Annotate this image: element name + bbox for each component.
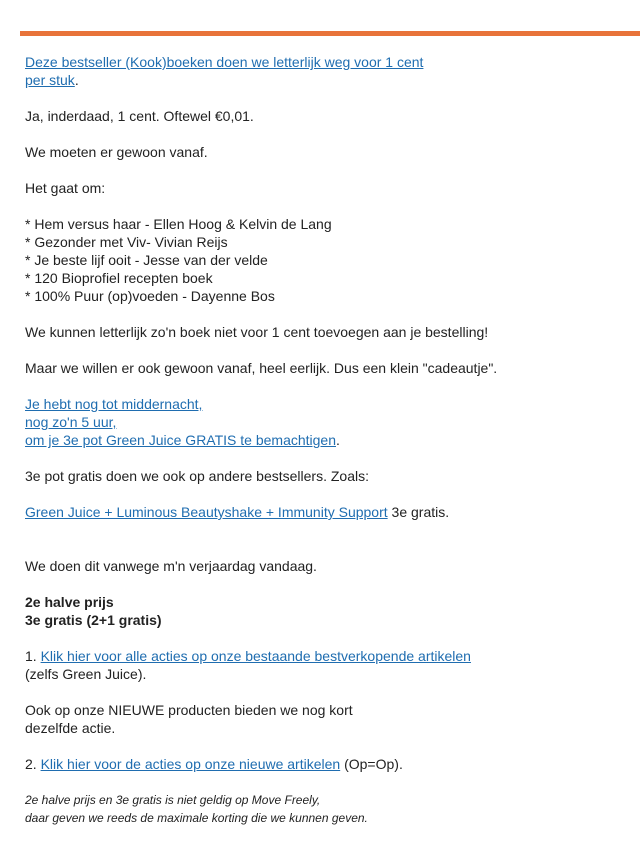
item1-number: 1.	[25, 648, 41, 664]
books-one-cent-link-line1: Deze bestseller (Kook)boeken doen we letterlijk weg voor 1 cent	[25, 54, 424, 70]
footnote	[25, 791, 625, 827]
intro-suffix: .	[74, 72, 79, 88]
deadline-line3: om je 3e pot Green Juice GRATIS te bemachtigen	[25, 432, 337, 448]
books-one-cent-link[interactable]	[25, 54, 423, 88]
green-juice-free-link[interactable]	[25, 396, 336, 448]
offer-third-free: 3e gratis (2+1 gratis)	[25, 612, 162, 628]
new-products-link[interactable]: Klik hier voor de acties op onze nieuwe artikelen	[40, 756, 341, 772]
book-list-item: * Je beste lijf ooit - Jesse van der velde	[25, 252, 268, 268]
item1-paragraph	[25, 647, 625, 683]
offer-paragraph	[25, 593, 625, 629]
birthday-paragraph: We doen dit vanwege m'n verjaardag vandaag.	[25, 558, 317, 574]
item2-suffix: (Op=Op).	[340, 756, 403, 772]
deadline-line1: Je hebt nog tot middernacht,	[25, 396, 203, 412]
book-list-item: * Hem versus haar - Ellen Hoog & Kelvin de Lang	[25, 216, 332, 232]
book-list	[25, 215, 625, 305]
item2-number: 2.	[25, 756, 41, 772]
bundle-paragraph	[25, 503, 625, 521]
add-to-order-paragraph: We kunnen letterlijk zo'n boek niet voor 1 cent toevoegen aan je bestelling!	[25, 324, 489, 340]
footnote-line1: 2e halve prijs en 3e gratis is niet geldig op Move Freely,	[25, 793, 321, 807]
footnote-line2: daar geven we reeds de maximale korting die we kunnen geven.	[25, 811, 368, 825]
book-list-item: * 120 Bioprofiel recepten boek	[25, 270, 213, 286]
deadline-suffix: .	[336, 432, 340, 448]
book-list-item: * 100% Puur (op)voeden - Dayenne Bos	[25, 288, 275, 304]
bundle-suffix: 3e gratis.	[387, 504, 450, 520]
offer-half-price: 2e halve prijs	[25, 594, 114, 610]
email-body	[25, 53, 625, 827]
item1-note: (zelfs Green Juice).	[25, 666, 147, 682]
new-products-line1: Ook op onze NIEUWE producten bieden we nog kort	[25, 702, 353, 718]
item2-paragraph	[25, 755, 625, 773]
bundle-link[interactable]: Green Juice + Luminous Beautyshake + Immunity Support	[25, 504, 388, 520]
other-bestsellers-paragraph: 3e pot gratis doen we ook op andere bestsellers. Zoals:	[25, 468, 369, 484]
new-products-paragraph	[25, 701, 625, 737]
deadline-line2: nog zo'n 5 uur,	[25, 414, 117, 430]
it-concerns-paragraph: Het gaat om:	[25, 180, 106, 196]
gift-paragraph: Maar we willen er ook gewoon vanaf, heel eerlijk. Dus een klein "cadeautje".	[25, 360, 498, 376]
existing-products-link[interactable]: Klik hier voor alle acties op onze bestaande bestverkopende artikelen	[40, 648, 471, 664]
header-accent-bar	[20, 31, 640, 36]
one-cent-paragraph: Ja, inderdaad, 1 cent. Oftewel €0,01.	[25, 108, 254, 124]
books-one-cent-link-line2: per stuk	[25, 72, 75, 88]
deadline-paragraph	[25, 395, 625, 449]
intro-paragraph	[25, 53, 625, 89]
get-rid-paragraph: We moeten er gewoon vanaf.	[25, 144, 208, 160]
new-products-line2: dezelfde actie.	[25, 720, 116, 736]
book-list-item: * Gezonder met Viv- Vivian Reijs	[25, 234, 228, 250]
